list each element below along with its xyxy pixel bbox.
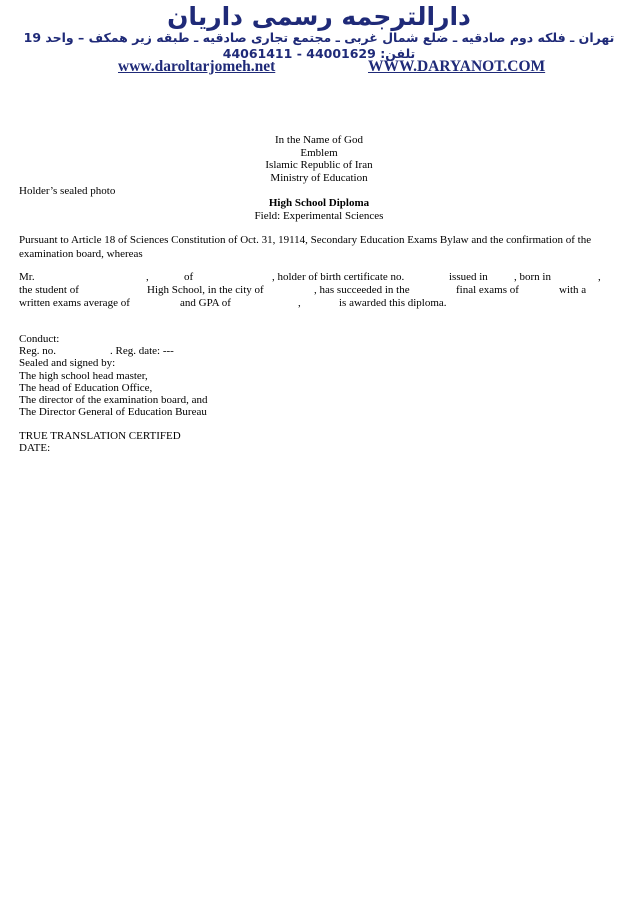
student-of-label: the student of — [19, 284, 79, 296]
final-exams-label: final exams of — [456, 284, 519, 296]
sealed-label: Sealed and signed by: — [19, 357, 116, 369]
website-link-daroltarjomeh[interactable]: www.daroltarjomeh.net — [118, 58, 276, 75]
comma-end: , — [598, 271, 601, 283]
photo-label: Holder’s sealed photo — [19, 185, 116, 197]
pursuant-line-2: examination board, whereas — [19, 248, 143, 260]
diploma-title: High School Diploma — [268, 197, 370, 209]
letterhead-address: تهران ـ فلکه دوم صادقیه ـ ضلع شمال غربی ـ مجتمع تجاری صادقیه ـ طبقه زیر همکف – واحد 19 — [23, 30, 615, 45]
website-link-daryanot[interactable]: WWW.DARYANOT.COM — [368, 58, 546, 75]
pursuant-line-1: Pursuant to Article 18 of Sciences Constitution of Oct. 31, 19114, Secondary Education Exams Bylaw and the confirmation of the — [19, 234, 592, 246]
diploma-field: Field: Experimental Sciences — [254, 210, 384, 222]
letterhead-title: دارالترجمه رسمی داریان — [167, 2, 471, 31]
high-school-label: High School, in the city of — [147, 284, 264, 296]
header-line-emblem: Emblem — [300, 147, 338, 159]
comma-1: , — [146, 271, 149, 283]
signer-education-office: The head of Education Office, — [19, 382, 153, 394]
gpa-label: and GPA of — [180, 297, 231, 309]
has-succeeded-label: , has succeeded in the — [314, 284, 410, 296]
header-line-god: In the Name of God — [275, 134, 363, 146]
conduct-label: Conduct: — [19, 333, 60, 345]
born-in-label: , born in — [514, 271, 551, 283]
issued-in-label: issued in — [449, 271, 488, 283]
awarded-label: is awarded this diploma. — [339, 297, 447, 309]
written-average-label: written exams average of — [19, 297, 130, 309]
with-a-label: with a — [559, 284, 587, 296]
signer-head-master: The high school head master, — [19, 370, 148, 382]
header-line-ministry: Ministry of Education — [270, 172, 368, 184]
reg-date-label: . Reg. date: --- — [110, 345, 174, 357]
header-line-republic: Islamic Republic of Iran — [265, 159, 373, 171]
signer-exam-board: The director of the examination board, and — [19, 394, 208, 406]
signer-education-bureau: The Director General of Education Bureau — [19, 406, 207, 418]
reg-no-label: Reg. no. — [19, 345, 56, 357]
certified-label: TRUE TRANSLATION CERTIFED — [19, 430, 181, 442]
of-label: of — [184, 271, 194, 283]
letterhead-phone: تلفن: 44001629 - 44061411 — [222, 46, 416, 61]
comma-3: , — [298, 297, 301, 309]
mr-label: Mr. — [19, 271, 35, 283]
date-label: DATE: — [19, 442, 51, 454]
birth-cert-label: , holder of birth certificate no. — [272, 271, 405, 283]
